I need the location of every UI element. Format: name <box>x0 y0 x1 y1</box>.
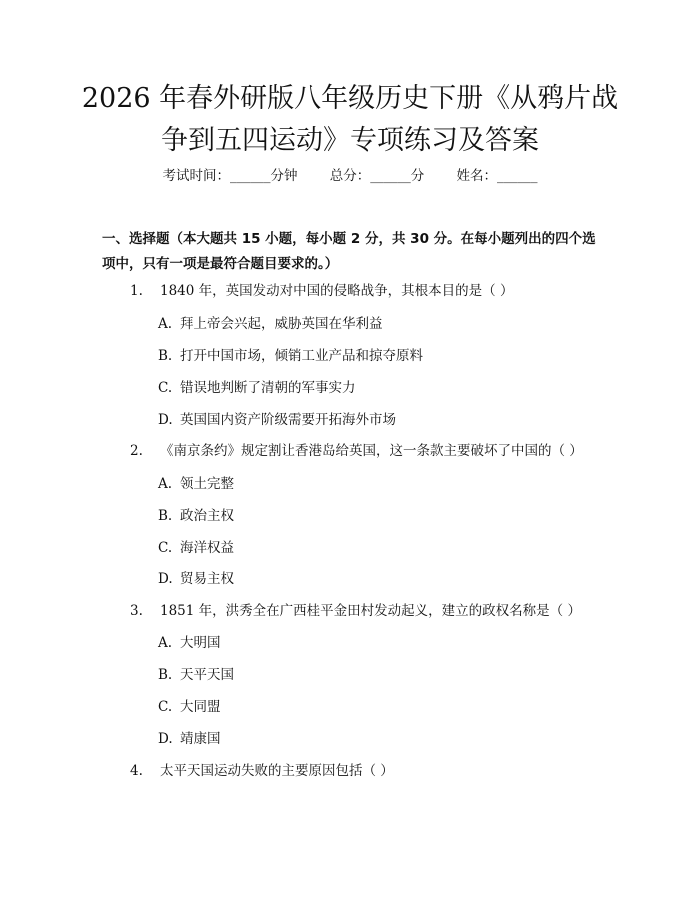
option-text: 贸易主权 <box>180 571 234 587</box>
question-text: 《南京条约》规定割让香港岛给英国，这一条款主要破坏了中国的（ ） <box>160 443 583 459</box>
option-letter: A. <box>158 635 173 651</box>
question-2 <box>130 441 610 461</box>
document-title <box>60 78 640 162</box>
time-label: 考试时间： <box>162 168 230 184</box>
option-2d <box>158 569 598 589</box>
option-3c <box>158 697 598 717</box>
option-letter: C. <box>158 699 173 715</box>
option-letter: C. <box>158 380 173 396</box>
section-heading: 一、选择题（本大题共 15 小题，每小题 2 分，共 30 分。在每小题列出的四个选项中，只有一项是最符合题目要求的。） <box>102 231 596 272</box>
time-unit: 分钟 <box>270 168 298 184</box>
score-blank: ______ <box>370 168 411 184</box>
question-number: 3. <box>130 603 143 619</box>
option-2c <box>158 538 598 558</box>
option-letter: B. <box>158 667 173 683</box>
question-number: 1. <box>130 283 143 299</box>
option-3b <box>158 665 598 685</box>
option-letter: B. <box>158 508 173 524</box>
score-unit: 分 <box>410 168 425 184</box>
name-blank: ______ <box>497 168 538 184</box>
option-1d <box>158 410 598 430</box>
option-3a <box>158 633 598 653</box>
option-letter: D. <box>158 571 173 587</box>
name-label: 姓名： <box>456 168 498 184</box>
option-text: 大明国 <box>180 635 221 651</box>
exam-meta <box>0 166 700 186</box>
question-text: 1851 年，洪秀全在广西桂平金田村发动起义，建立的政权名称是（ ） <box>160 603 581 619</box>
title-line-1: 2026 年春外研版八年级历史下册《从鸦片战 <box>81 83 619 114</box>
question-3 <box>130 601 610 621</box>
option-letter: C. <box>158 540 173 556</box>
option-letter: B. <box>158 348 173 364</box>
option-text: 英国国内资产阶级需要开拓海外市场 <box>180 412 396 428</box>
option-text: 领土完整 <box>180 476 234 492</box>
time-blank: ______ <box>229 168 271 184</box>
option-letter: D. <box>158 412 173 428</box>
option-text: 拜上帝会兴起，威胁英国在华利益 <box>180 316 383 332</box>
option-text: 错误地判断了清朝的军事实力 <box>180 380 356 396</box>
option-1c <box>158 378 598 398</box>
option-2a <box>158 474 598 494</box>
option-letter: A. <box>158 476 173 492</box>
option-letter: A. <box>158 316 173 332</box>
exam-time <box>162 166 297 186</box>
option-letter: D. <box>158 731 173 747</box>
exam-name <box>457 166 538 186</box>
option-1b <box>158 346 598 366</box>
option-text: 政治主权 <box>180 508 234 524</box>
option-text: 海洋权益 <box>180 540 234 556</box>
exam-score <box>330 166 425 186</box>
question-number: 2. <box>130 443 143 459</box>
question-text: 太平天国运动失败的主要原因包括（ ） <box>160 763 394 779</box>
option-text: 靖康国 <box>180 731 221 747</box>
option-text: 打开中国市场，倾销工业产品和掠夺原料 <box>180 348 423 364</box>
title-line-2: 争到五四运动》专项练习及答案 <box>161 125 539 156</box>
question-number: 4. <box>130 763 143 779</box>
option-text: 大同盟 <box>180 699 221 715</box>
option-1a <box>158 314 598 334</box>
question-1 <box>130 281 610 301</box>
question-4 <box>130 761 610 781</box>
option-3d <box>158 729 598 749</box>
option-text: 天平天国 <box>180 667 234 683</box>
question-text: 1840 年，英国发动对中国的侵略战争，其根本目的是（ ） <box>160 283 514 299</box>
option-2b <box>158 506 598 526</box>
score-label: 总分： <box>329 168 371 184</box>
